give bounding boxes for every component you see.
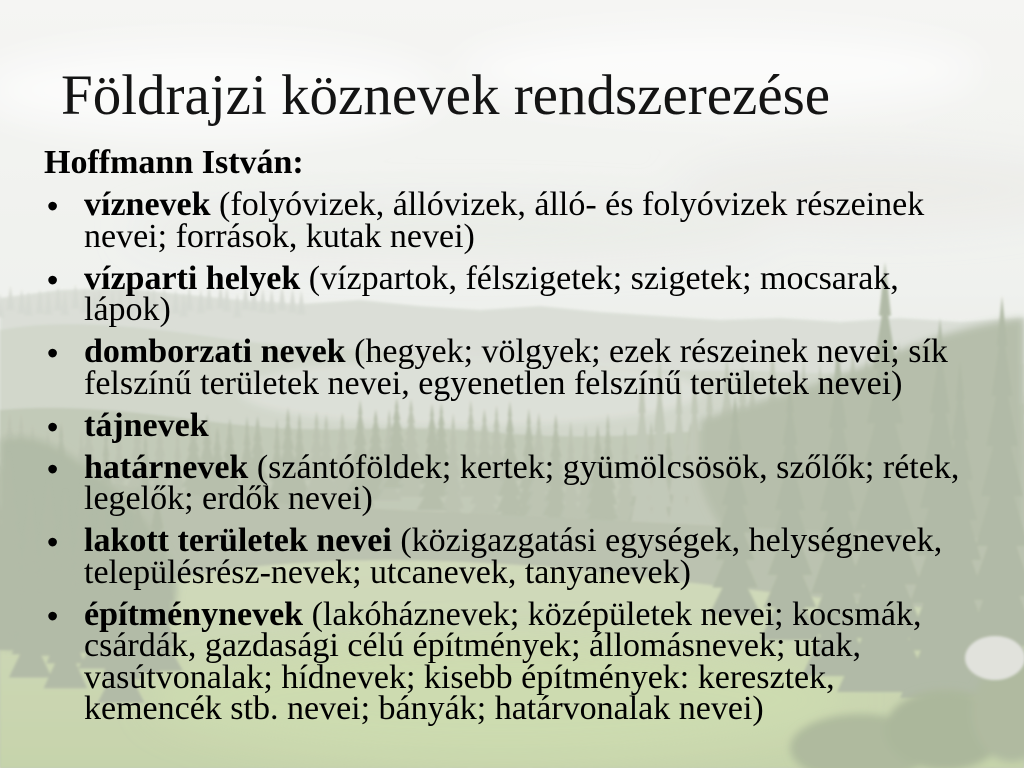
item-description: (szántóföldek; kertek; gyümölcsösök, szőlők; rétek, legelők; erdők nevei) xyxy=(84,448,960,517)
slide-body xyxy=(44,144,970,727)
item-description: (lakóháznevek; középületek nevei; kocsmák, csárdák, gazdasági célú építmények; állomásnevek; utak, vasútvonalak; hídnevek; kisebb építmények: keresztek, kemencék stb. nevei; bányák; határvonalak nevei) xyxy=(84,595,922,727)
item-term: víznevek xyxy=(84,186,211,223)
list-item xyxy=(44,406,970,445)
list-item xyxy=(44,448,970,517)
bullet-marker: • xyxy=(47,335,59,371)
item-term: építménynevek xyxy=(84,595,304,633)
item-term: domborzati nevek xyxy=(84,333,346,370)
slide-title: Földrajzi köznevek rendszerezése xyxy=(61,64,831,127)
list-item xyxy=(44,259,970,328)
item-description: (hegyek; völgyek; ezek részeinek nevei; sík felszínű területek nevei, egyenetlen felszínű területek nevei) xyxy=(84,333,948,402)
list-item xyxy=(44,522,970,591)
bullet-marker: • xyxy=(47,408,59,445)
item-term: vízparti helyek xyxy=(84,259,301,297)
item-description: (közigazgatási egységek, helységnevek, településrész-nevek; utcanevek, tanyanevek) xyxy=(84,522,943,591)
bullet-marker: • xyxy=(47,597,59,634)
item-description: (vízpartok, félszigetek; szigetek; mocsarak, lápok) xyxy=(84,259,899,328)
item-description: (folyóvizek, állóvizek, álló- és folyóvizek részeinek nevei; források, kutak nevei) xyxy=(84,186,925,255)
bullet-marker: • xyxy=(47,261,59,298)
list-item xyxy=(44,186,970,255)
list-item xyxy=(44,595,970,727)
item-term: határnevek xyxy=(84,448,249,486)
author-heading: Hoffmann István: xyxy=(44,144,304,181)
bullet-marker: • xyxy=(47,524,59,560)
bullet-marker: • xyxy=(47,450,59,487)
bullet-marker: • xyxy=(47,188,59,224)
bullet-list xyxy=(44,186,970,727)
list-item xyxy=(44,333,970,402)
item-term: lakott területek nevei xyxy=(84,522,392,559)
item-term: tájnevek xyxy=(84,406,209,444)
